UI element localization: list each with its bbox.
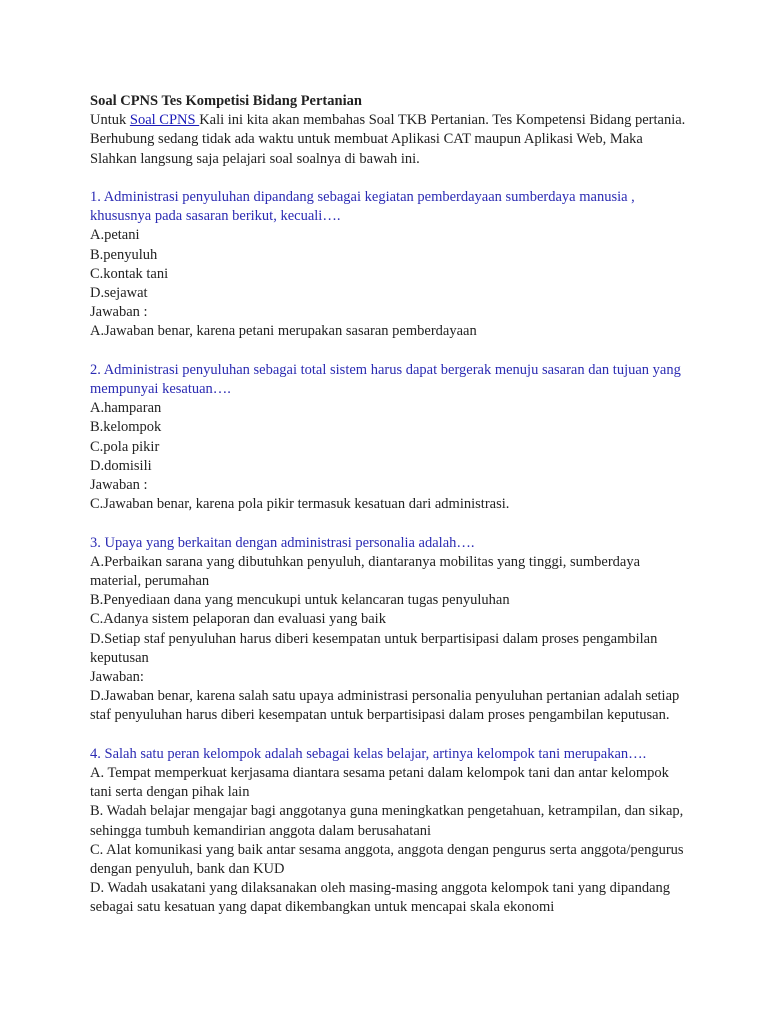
answer-text: C.Jawaban benar, karena pola pikir termasuk kesatuan dari administrasi. xyxy=(90,496,510,513)
question-block xyxy=(90,745,690,918)
document-body xyxy=(90,92,690,918)
answer-text: A.Jawaban benar, karena petani merupakan sasaran pemberdayaan xyxy=(90,323,477,340)
option-d: D.domisili xyxy=(90,457,152,474)
spacer xyxy=(90,514,690,533)
option-b: B. Wadah belajar mengajar bagi anggotanya guna meningkatkan pengetahuan, ketrampilan, dan sikap, sehingga tumbuh kemandirian anggota dalam berusahatani xyxy=(90,803,684,839)
option-d: D.Setiap staf penyuluhan harus diberi kesempatan untuk berpartisipasi dalam proses pengambilan keputusan xyxy=(90,630,658,666)
answer-text: D.Jawaban benar, karena salah satu upaya administrasi personalia penyuluhan pertanian adalah setiap staf penyuluhan harus diberi kesempatan untuk berpartisipasi dalam proses pengambilan keputusan. xyxy=(90,688,680,724)
question-text: 3. Upaya yang berkaitan dengan administrasi personalia adalah…. xyxy=(90,534,475,551)
option-b: B.penyuluh xyxy=(90,246,158,263)
option-c: C. Alat komunikasi yang baik antar sesama anggota, anggota dengan pengurus serta anggota/pengurus dengan penyuluh, bank dan KUD xyxy=(90,841,684,878)
option-d: D. Wadah usakatani yang dilaksanakan oleh masing-masing anggota kelompok tani yang dipandang sebagai satu kesatuan yang dapat dikembangkan untuk mencapai skala ekonomi xyxy=(90,880,671,916)
question-block xyxy=(90,188,690,342)
answer-label: Jawaban : xyxy=(90,304,148,321)
option-a: A. Tempat memperkuat kerjasama diantara sesama petani dalam kelompok tani dan antar kelompok tani serta dengan pihak lain xyxy=(90,765,669,801)
page-title: Soal CPNS Tes Kompetisi Bidang Pertanian xyxy=(90,93,362,109)
option-a: A.hamparan xyxy=(90,400,162,417)
question-text: 1. Administrasi penyuluhan dipandang sebagai kegiatan pemberdayaan sumberdaya manusia , khususnya pada sasaran berikut, kecuali…. xyxy=(90,189,635,225)
intro-text: Kali ini kita akan membahas Soal TKB Pertanian. Tes Kompetensi Bidang pertania. Berhubung sedang tidak ada waktu untuk membuat Aplikasi CAT maupun Aplikasi Web, Maka Slahkan langsung saja pelajari soal soalnya di bawah ini. xyxy=(90,112,686,167)
question-block xyxy=(90,534,690,726)
option-c: C.pola pikir xyxy=(90,438,160,455)
question-text: 2. Administrasi penyuluhan sebagai total sistem harus dapat bergerak menuju sasaran dan tujuan yang mempunyai kesatuan…. xyxy=(90,361,681,398)
intro-prefix: Untuk xyxy=(90,112,130,129)
intro-paragraph xyxy=(90,111,690,169)
soal-cpns-link[interactable]: Soal CPNS xyxy=(129,112,200,129)
question-text: 4. Salah satu peran kelompok adalah sebagai kelas belajar, artinya kelompok tani merupakan…. xyxy=(90,745,647,762)
option-b: B.kelompok xyxy=(90,419,162,436)
answer-label: Jawaban: xyxy=(90,669,144,686)
option-c: C.kontak tani xyxy=(90,265,169,282)
option-b: B.Penyediaan dana yang mencukupi untuk kelancaran tugas penyuluhan xyxy=(90,592,510,609)
option-c: C.Adanya sistem pelaporan dan evaluasi yang baik xyxy=(90,611,386,628)
option-a: A.Perbaikan sarana yang dibutuhkan penyuluh, diantaranya mobilitas yang tinggi, sumberdaya material, perumahan xyxy=(90,553,641,590)
option-d: D.sejawat xyxy=(90,285,148,302)
spacer xyxy=(90,169,690,188)
question-block xyxy=(90,361,690,515)
answer-label: Jawaban : xyxy=(90,477,148,494)
option-a: A.petani xyxy=(90,227,140,244)
spacer xyxy=(90,342,690,361)
spacer xyxy=(90,726,690,745)
